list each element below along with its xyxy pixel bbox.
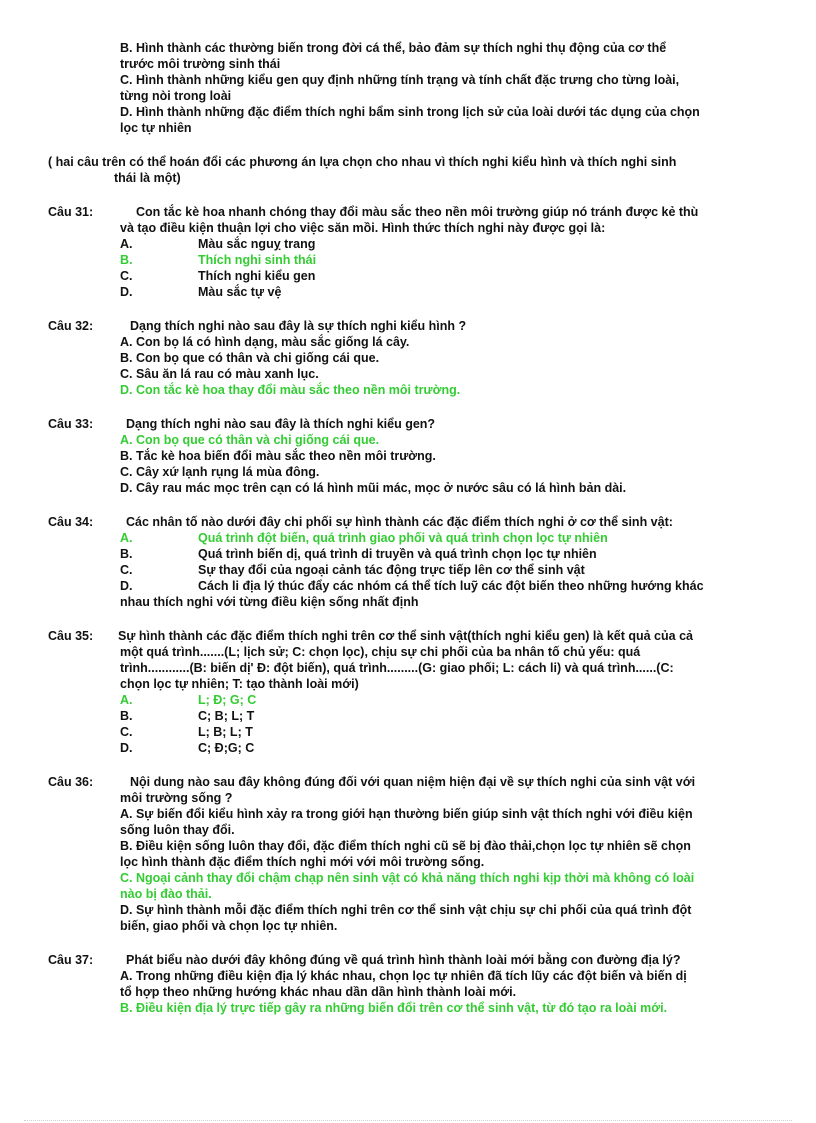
q31-option-b-text: Thích nghi sinh thái — [198, 253, 317, 267]
note-line1: ( hai câu trên có thể hoán đổi các phương án lựa chọn cho nhau vì thích nghi kiểu hình và thích nghi sinh — [48, 155, 677, 169]
q35-option-d-letter: D. — [120, 741, 133, 755]
q32-option-d: D. Con tắc kè hoa thay đổi màu sắc theo nền môi trường. — [120, 383, 461, 397]
q31-option-a-text: Màu sắc nguỵ trang — [198, 237, 316, 251]
q34-option-d-text: Cách li địa lý thúc đẩy các nhóm cá thể tích luỹ các đột biến theo những hướng khác — [198, 579, 704, 593]
q34-label: Câu 34: — [48, 515, 94, 529]
q36-option-a-line2: sống luôn thay đổi. — [120, 823, 235, 837]
q34-option-a-text: Quá trình đột biến, quá trình giao phối và quá trình chọn lọc tự nhiên — [198, 531, 608, 545]
q37-option-b: B. Điều kiện địa lý trực tiếp gây ra những biến đổi trên cơ thể sinh vật, từ đó tạo ra loài mới. — [120, 1001, 668, 1015]
q34-stem: Các nhân tố nào dưới đây chi phối sự hình thành các đặc điểm thích nghi ở cơ thể sinh vật: — [126, 515, 673, 529]
intro-option-b-line1: B. Hình thành các thường biến trong đời cá thể, bảo đảm sự thích nghi thụ động của cơ thể — [120, 41, 667, 55]
q35-stem-line2: một quá trình.......(L; lịch sử; C: chọn lọc), chịu sự chi phối của ba nhân tố chủ yếu: quá — [120, 645, 641, 659]
q33-option-b: B. Tắc kè hoa biến đổi màu sắc theo nền môi trường. — [120, 449, 436, 463]
q37-option-a-line2: tổ hợp theo những hướng khác nhau dần dần hình thành loài mới. — [120, 985, 517, 999]
q34-option-d-letter: D. — [120, 579, 133, 593]
q31-option-c-text: Thích nghi kiểu gen — [198, 269, 316, 283]
q36-option-d-line2: biến, giao phối và chọn lọc tự nhiên. — [120, 919, 338, 933]
note-line2: thái là một) — [114, 171, 181, 185]
intro-option-d-line1: D. Hình thành những đặc điểm thích nghi bẩm sinh trong lịch sử của loài dưới tác dụng của chọn — [120, 105, 700, 119]
q33-option-a: A. Con bọ que có thân và chi giống cái que. — [120, 433, 380, 447]
q36-option-b-line1: B. Điều kiện sống luôn thay đổi, đặc điểm thích nghi cũ sẽ bị đào thải,chọn lọc tự nhiên sẽ chọn — [120, 839, 691, 853]
intro-option-c-line2: từng nòi trong loài — [120, 89, 232, 103]
q33-option-c: C. Cây xứ lạnh rụng lá mùa đông. — [120, 465, 320, 479]
q36-stem-line1: Nội dung nào sau đây không đúng đối với quan niệm hiện đại về sự thích nghi của sinh vật với — [130, 775, 696, 789]
q35-stem-line4: chọn lọc tự nhiên; T: tạo thành loài mới) — [120, 677, 359, 691]
q34-option-d-continuation: nhau thích nghi với từng điều kiện sống nhất định — [120, 595, 419, 609]
intro-option-d-line2: lọc tự nhiên — [120, 121, 192, 135]
q34-option-c-text: Sự thay đổi của ngoại cảnh tác động trực tiếp lên cơ thể sinh vật — [198, 563, 585, 577]
q31-option-d-letter: D. — [120, 285, 133, 299]
q35-option-b-text: C; B; L; T — [198, 709, 255, 723]
q31-stem-line1: Con tắc kè hoa nhanh chóng thay đổi màu sắc theo nền môi trường giúp nó tránh được kẻ thù — [136, 205, 699, 219]
intro-option-c-line1: C. Hình thành những kiểu gen quy định những tính trạng và tính chất đặc trưng cho từng loài, — [120, 73, 680, 87]
q35-option-d-text: C; Đ;G; C — [198, 741, 255, 755]
q31-option-c-letter: C. — [120, 269, 133, 283]
q35-option-c-letter: C. — [120, 725, 133, 739]
intro-option-b-line2: trước môi trường sinh thái — [120, 57, 281, 71]
q32-label: Câu 32: — [48, 319, 94, 333]
q32-option-a: A. Con bọ lá có hình dạng, màu sắc giống lá cây. — [120, 335, 410, 349]
q35-option-a-letter: A. — [120, 693, 133, 707]
q31-option-d-text: Màu sắc tự vệ — [198, 285, 282, 299]
q34-option-a-letter: A. — [120, 531, 133, 545]
q36-option-d-line1: D. Sự hình thành mỗi đặc điểm thích nghi trên cơ thể sinh vật chịu sự chi phối của quá trình đột — [120, 903, 692, 917]
q35-stem-line1: Sự hình thành các đặc điểm thích nghi trên cơ thể sinh vật(thích nghi kiểu gen) là kết quả của cả — [118, 629, 693, 643]
q31-option-b-letter: B. — [120, 253, 133, 267]
q33-label: Câu 33: — [48, 417, 94, 431]
q33-stem: Dạng thích nghi nào sau đây là thích nghi kiểu gen? — [126, 417, 436, 431]
q36-option-c-line2: nào bị đào thải. — [120, 887, 212, 901]
q36-stem-line2: môi trường sống ? — [120, 791, 233, 805]
q35-option-b-letter: B. — [120, 709, 133, 723]
q35-option-c-text: L; B; L; T — [198, 725, 253, 739]
q31-label: Câu 31: — [48, 205, 94, 219]
page-bottom-divider — [24, 1120, 792, 1121]
q37-stem: Phát biểu nào dưới đây không đúng về quá trình hình thành loài mới bằng con đường địa lý? — [126, 953, 681, 967]
q32-option-c: C. Sâu ăn lá rau có màu xanh lục. — [120, 367, 319, 381]
q37-label: Câu 37: — [48, 953, 94, 967]
q35-stem-line3: trình............(B: biến dị' Đ: đột biến), quá trình.........(G: giao phối; L: cách li) và quá trình......(C: — [120, 661, 674, 675]
q31-stem-line2: và tạo điều kiện thuận lợi cho việc săn mồi. Hình thức thích nghi này được gọi là: — [120, 221, 606, 235]
q31-option-a-letter: A. — [120, 237, 133, 251]
q35-option-a-text: L; Đ; G; C — [198, 693, 257, 707]
q33-option-d: D. Cây rau mác mọc trên cạn có lá hình mũi mác, mọc ở nước sâu có lá hình bản dài. — [120, 481, 627, 495]
q36-label: Câu 36: — [48, 775, 94, 789]
q32-stem: Dạng thích nghi nào sau đây là sự thích nghi kiểu hình ? — [130, 319, 467, 333]
q34-option-c-letter: C. — [120, 563, 133, 577]
q35-label: Câu 35: — [48, 629, 94, 643]
q37-option-a-line1: A. Trong những điều kiện địa lý khác nhau, chọn lọc tự nhiên đã tích lũy các đột biến và biến dị — [120, 969, 687, 983]
q36-option-c-line1: C. Ngoại cảnh thay đổi chậm chạp nên sinh vật có khả năng thích nghi kịp thời mà không có loài — [120, 871, 695, 885]
q36-option-b-line2: lọc hình thành đặc điểm thích nghi mới với môi trường sống. — [120, 855, 485, 869]
q32-option-b: B. Con bọ que có thân và chi giống cái que. — [120, 351, 380, 365]
q34-option-b-text: Quá trình biến dị, quá trình di truyền và quá trình chọn lọc tự nhiên — [198, 547, 597, 561]
q36-option-a-line1: A. Sự biến đổi kiểu hình xảy ra trong giới hạn thường biến giúp sinh vật thích nghi với điều kiện — [120, 807, 693, 821]
q34-option-b-letter: B. — [120, 547, 133, 561]
